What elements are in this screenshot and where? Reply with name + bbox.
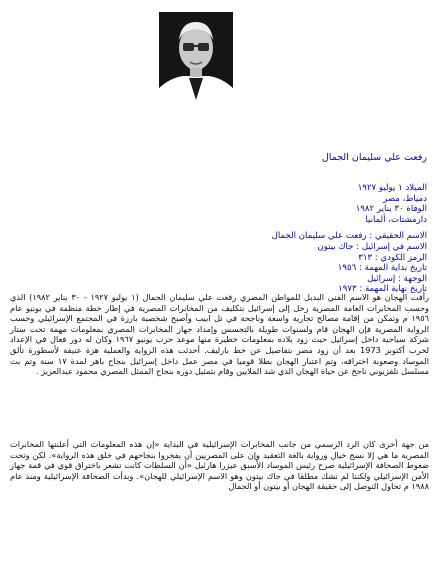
portrait-photo: [159, 12, 233, 107]
mission-end: تاريخ نهاية المهمة : ١٩٧٣: [338, 284, 427, 295]
death-date: الوفاة ٣٠ يناير ١٩٨٢: [355, 204, 427, 215]
info-block: [27, 183, 427, 295]
portrait-image: [159, 12, 233, 107]
death-place: دارمشتات، ألمانيا: [365, 214, 427, 225]
bio-paragraph-2: من جهة أخرى كان الرد الرسمي من جانب المخابرات الإسرائيلية في البداية «إن هذه المعلومات التي أعلنتها المخابرات المصرية ما هي إلا نسج خيال ورواية بالغة التعقيد وإن على المصريين أن يفخروا بنجاحهم في خلق هذه الرواية». لكن وتحت ضغوط الصحافة الإسرائيلية صرح رئيس الموساد الأسبق عيزرا هارئيل «أن السلطات كانت تشعر باختراق قوي في قمة جهاز الأمن الإسرائيلي ولكننا لم نشك مطلقا في جاك بيتون وهو الاسم الإسرائيلي للهجان». وبدأت الصحافة الإسرائيلية ومنذ عام ١٩٨٨ م تحاول التوصل إلى حقيقة الهجان أو بيتون أو الجمال: [10, 439, 429, 492]
israel-name: الاسم في إسرائيل : جاك بيتون: [317, 241, 427, 252]
birth-place: دمياط، مصر: [383, 193, 427, 204]
destination: الوجهة : إسرائيل: [367, 273, 427, 284]
page-title: رفعت علي سليمان الجمال: [321, 152, 427, 163]
code-symbol: الرمز الكودي : ٣١٣: [358, 252, 427, 263]
birth-date: الميلاد ١ يوليو ١٩٢٧: [357, 183, 427, 193]
mission-start: تاريخ بداية المهمة : ١٩٥٦: [337, 263, 427, 274]
bio-paragraph-1: رأفت الهجان هو الاسم الفني البديل للمواطن المصري رفعت علي سليمان الجمال (١ يوليو ١٩٢٧ - ٣٠ يناير ١٩٨٢) الذي وحسب المخابرات العامة المصرية رحل إلى إسرائيل بتكليف من المخابرات المصرية في إطار خطة منظمة في يونيو عام ١٩٥٦ م وتمكن من إقامة مصالح تجارية واسعة وناجحة في تل ابيب وأصبح شخصية بارزة في المجتمع الإسرائيلي وحسب الرواية المصرية فإن الهجان قام ولسنوات طويلة بالتجسس وإمداد جهاز المخابرات المصري بمعلومات مهمة تحت ستار شركة سياحية داخل إسرائيل حيث زود بلاده بمعلومات خطيرة منها موعد حرب يونيو ١٩٦٧ وكان له دور فعال في الإعداد لحرب أكتوبر 1973 بعد أن زود مصر بتفاصيل عن خط بارليف. أحدثت هذه الرواية والعملية هزة عنيفة لأسطورة تألق الموساد وصعوبة اختراقه، وتم اعتبار الهجان بطلا قوميا في مصر عمل داخل إسرائيل بنجاح باهر لمدة ١٧ سنة وتم بث مسلسل تلفزيوني ناجح عن حياة الهجان الذي شد الملايين وقام بتمثيل دوره بنجاح الممثل المصري محمود عبدالعزيز .: [10, 292, 429, 377]
real-name: الاسم الحقيقي : رفعت علي سليمان الجمال: [271, 231, 427, 242]
